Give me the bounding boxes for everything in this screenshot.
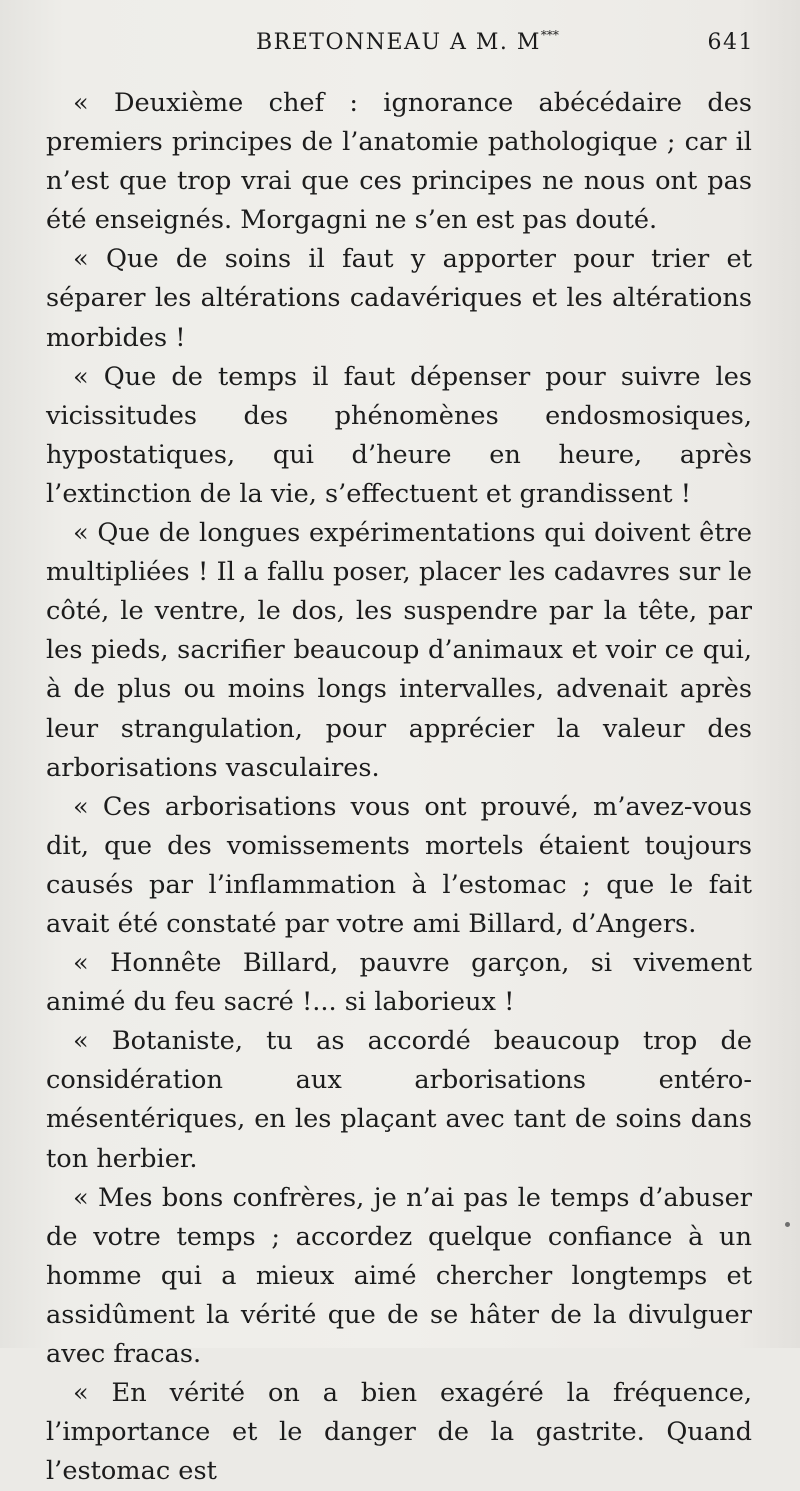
running-title-text: BRETONNEAU A M. M [256, 30, 541, 55]
paragraph: « Mes bons confrères, je n’ai pas le temps d’abuser de votre temps ; accordez quelque confiance à un homme qui a mieux aimé chercher longtemps et assidûment la vérité que de se hâter de la divulguer avec fracas. [46, 1182, 752, 1369]
page-number: 641 [707, 30, 754, 55]
paragraph: « Que de soins il faut y apporter pour trier et séparer les altérations cadavériques et les altérations morbides ! [46, 244, 752, 353]
paragraph: « Deuxième chef : ignorance abécédaire des premiers principes de l’anatomie pathologique ; car il n’est que trop vrai que ces principes ne nous ont pas été enseignés. Morgagni ne s’en est pas douté. [46, 88, 752, 236]
paragraph: « Botaniste, tu as accordé beaucoup trop de considération aux arborisations entéro-mésentériques, en les plaçant avec tant de soins dans ton herbier. [46, 1026, 752, 1174]
paragraph: « Honnête Billard, pauvre garçon, si vivement animé du feu sacré !... si laborieux ! [46, 948, 752, 1018]
page-edge-speck [785, 1222, 790, 1227]
paragraph: « En vérité on a bien exagéré la fréquence, l’importance et le danger de la gastrite. Quand l’estomac est [46, 1378, 752, 1487]
running-title [256, 30, 559, 55]
page-body [46, 84, 752, 1491]
paragraph: « Ces arborisations vous ont prouvé, m’avez-vous dit, que des vomissements mortels étaient toujours causés par l’inflammation à l’estomac ; que le fait avait été constaté par votre ami Billard, d’Angers. [46, 791, 752, 939]
running-head [46, 30, 754, 64]
paragraph: « Que de longues expérimentations qui doivent être multipliées ! Il a fallu poser, placer les cadavres sur le côté, le ventre, le dos, les suspendre par la tête, par les pieds, sacrifier beaucoup d’animaux et voir ce qui, à de plus ou moins longs intervalles, advenait après leur strangulation, pour apprécier la valeur des arborisations vasculaires. [46, 518, 752, 783]
paragraph: « Que de temps il faut dépenser pour suivre les vicissitudes des phénomènes endosmosiques, hypostatiques, qui d’heure en heure, après l’extinction de la vie, s’effectuent et grandissent ! [46, 361, 752, 509]
running-title-asterisks: *** [540, 28, 559, 42]
